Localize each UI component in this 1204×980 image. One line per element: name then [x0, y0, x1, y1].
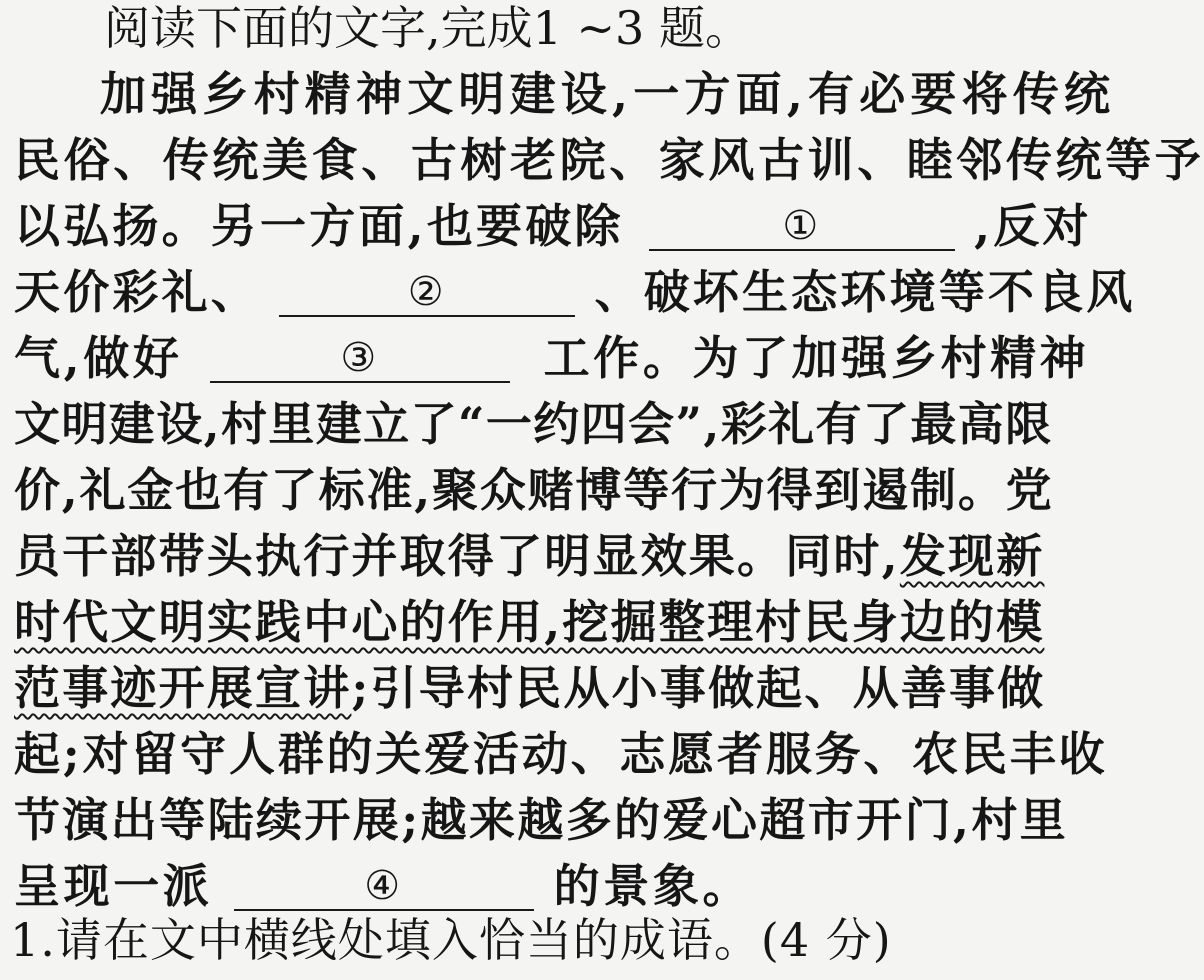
passage-text: 气,做好: [14, 331, 183, 385]
passage-line-1: [100, 58, 1116, 130]
passage-text: ,反对: [974, 199, 1092, 253]
passage-text: 天价彩礼、: [14, 265, 260, 319]
passage-text: 价,礼金也有了标准,聚众赌博等行为得到遏制。党: [14, 463, 1054, 517]
blank-3[interactable]: [210, 322, 510, 394]
passage-line-8: [14, 520, 1045, 592]
question-text: 1.请在文中横线处填入恰当的成语。(4 分): [10, 913, 892, 967]
passage-line-7: [14, 454, 1054, 526]
blank-number: ④: [364, 863, 404, 909]
wavy-underlined-text: 范事迹开展宣讲: [14, 661, 352, 715]
passage-line-5: [14, 322, 1090, 394]
blank-number: ①: [782, 203, 822, 249]
passage-line-2: [14, 124, 1204, 196]
passage-text: 工作。为了加强乡村精神: [543, 331, 1090, 385]
passage-text: ;引导村民从小事做起、从善事做: [351, 661, 1046, 715]
passage-text: 文明建设,村里建立了“一约四会”,彩礼有了最高限: [14, 397, 1053, 451]
passage-line-11: [14, 718, 1108, 790]
question-1: [10, 904, 1013, 976]
reading-instruction: [104, 0, 1107, 64]
wavy-underlined-text: 时代文明实践中心的作用,挖掘整理村民身边的模: [14, 595, 1045, 649]
blank-number: ②: [407, 269, 447, 315]
passage-line-3: [14, 190, 1092, 262]
passage-line-4: [14, 256, 1136, 328]
passage-text: 加强乡村精神文明建设,一方面,有必要将传统: [100, 67, 1116, 121]
passage-text: 节演出等陆续开展;越来越多的爱心超市开门,村里: [14, 793, 1069, 847]
blank-number: ③: [340, 335, 380, 381]
passage-text: 员干部带头执行并取得了明显效果。同时,: [14, 529, 900, 583]
passage-text: 、破坏生态环境等不良风: [594, 265, 1136, 319]
passage-line-6: [14, 388, 1053, 460]
blank-1[interactable]: [649, 190, 955, 262]
passage-text: 民俗、传统美食、古树老院、家风古训、睦邻传统等予: [14, 133, 1204, 187]
passage-text: 的景象。: [553, 859, 753, 913]
blank-2[interactable]: [279, 256, 575, 328]
passage-line-12: [14, 784, 1069, 856]
passage-line-9: [14, 586, 1045, 658]
passage-text: 呈现一派: [14, 859, 213, 913]
passage-text: 以弘扬。另一方面,也要破除: [14, 199, 624, 253]
passage-line-10: [14, 652, 1046, 724]
passage-text: 起;对留守人群的关爱活动、志愿者服务、农民丰收: [14, 727, 1108, 781]
wavy-underlined-text: 发现新: [899, 529, 1045, 583]
instruction-text: 阅读下面的文字,完成1 ~3 题。: [104, 1, 751, 55]
